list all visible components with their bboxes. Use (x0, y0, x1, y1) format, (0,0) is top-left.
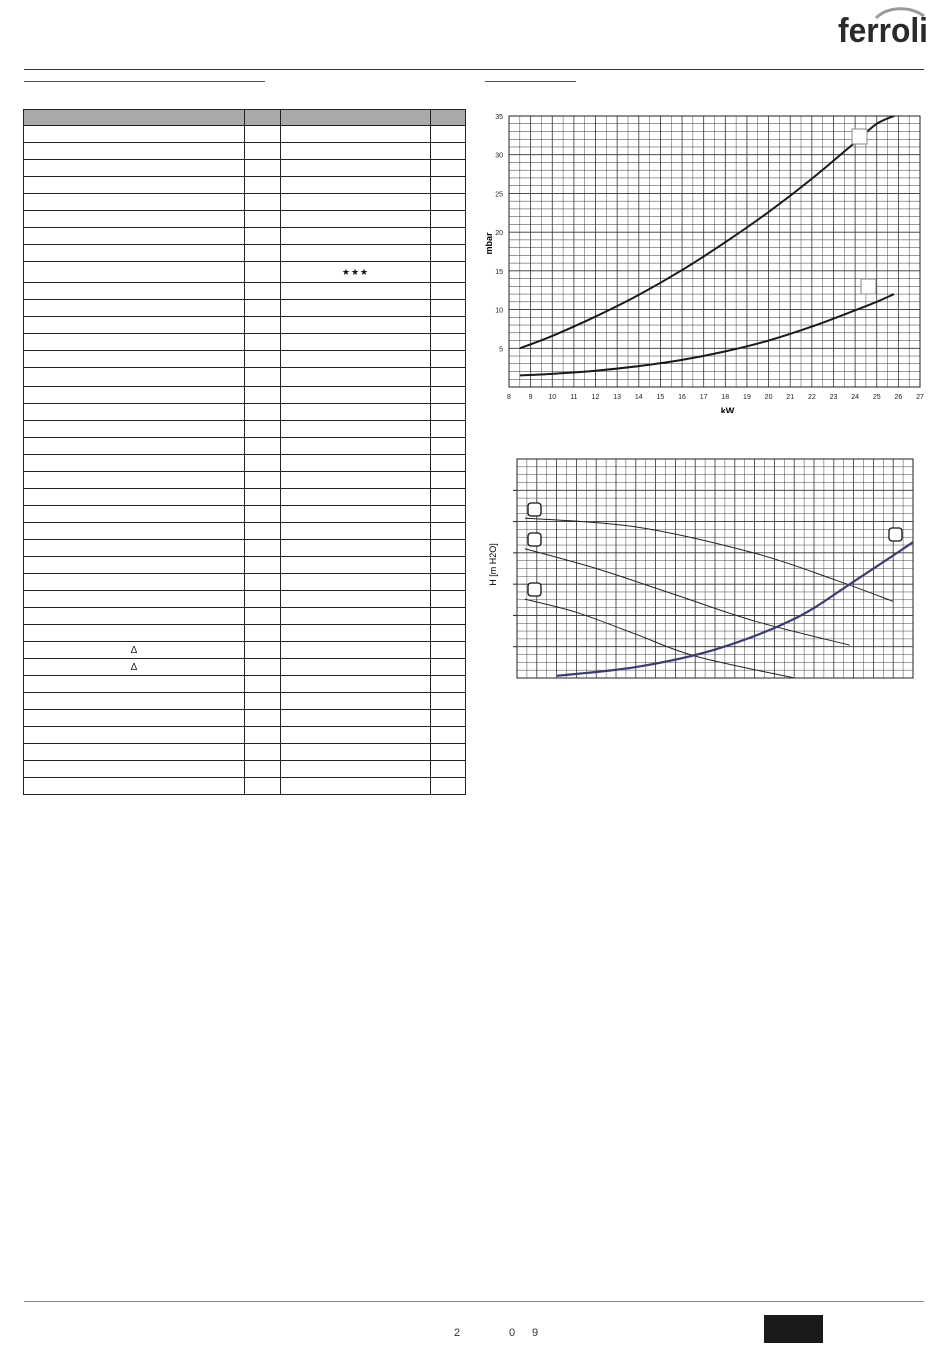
table-cell: ★★★ (281, 262, 431, 283)
table-cell (245, 608, 281, 625)
table-row (24, 540, 466, 557)
table-row (24, 659, 466, 676)
x-tick-label: 8 (507, 394, 511, 401)
table-row (24, 283, 466, 300)
table-cell (281, 591, 431, 608)
table-row (24, 194, 466, 211)
table-cell (431, 194, 466, 211)
x-tick-label: 25 (872, 394, 881, 401)
table-row (24, 351, 466, 368)
table-row (24, 438, 466, 455)
table-cell (245, 506, 281, 523)
table-row (24, 228, 466, 245)
table-cell (281, 744, 431, 761)
page-number-part: 2 (454, 1327, 461, 1339)
x-tick-label: 23 (829, 394, 838, 401)
table-cell (245, 455, 281, 472)
section-rule-right (485, 81, 576, 82)
table-cell (24, 300, 245, 317)
table-cell (431, 540, 466, 557)
x-tick-label: 18 (721, 394, 730, 401)
x-tick-label: 9 (528, 394, 533, 401)
table-cell (245, 625, 281, 642)
x-tick-label: 20 (764, 394, 773, 401)
table-row (24, 591, 466, 608)
x-tick-label: 21 (786, 394, 795, 401)
header-cell (24, 110, 245, 126)
y-tick-label: 25 (495, 191, 503, 199)
y-tick-label: 5 (499, 346, 503, 354)
table-cell (431, 744, 466, 761)
table-cell: Δ (24, 642, 245, 659)
table-cell (24, 727, 245, 744)
table-row (24, 625, 466, 642)
x-tick-label: 27 (916, 394, 924, 401)
table-cell (24, 194, 245, 211)
table-cell (24, 317, 245, 334)
table-cell (431, 387, 466, 404)
table-cell (245, 245, 281, 262)
x-tick-label: 16 (678, 394, 686, 401)
table-cell (24, 211, 245, 228)
table-cell (24, 245, 245, 262)
table-cell (431, 351, 466, 368)
table-cell (431, 455, 466, 472)
table-cell (24, 506, 245, 523)
table-cell (281, 693, 431, 710)
y-tick-label: 20 (495, 230, 503, 238)
table-cell (245, 421, 281, 438)
table-cell (431, 642, 466, 659)
table-row (24, 455, 466, 472)
table-cell (431, 693, 466, 710)
table-cell (24, 143, 245, 160)
table-cell (245, 472, 281, 489)
table-cell (24, 387, 245, 404)
table-cell (24, 693, 245, 710)
table-row (24, 262, 466, 283)
header-cell (245, 110, 281, 126)
table-cell (245, 387, 281, 404)
table-cell (24, 228, 245, 245)
table-cell (245, 177, 281, 194)
table-row (24, 177, 466, 194)
table-cell (281, 778, 431, 795)
table-cell (281, 557, 431, 574)
pump-head-chart (480, 452, 930, 687)
pressure-loss-chart (480, 108, 930, 413)
table-row (24, 727, 466, 744)
table-body (24, 126, 466, 795)
table-cell (245, 194, 281, 211)
table-cell (431, 245, 466, 262)
header-cell (431, 110, 466, 126)
table-cell (281, 211, 431, 228)
table-row (24, 160, 466, 177)
table-cell (431, 334, 466, 351)
table-cell (431, 761, 466, 778)
table-row (24, 245, 466, 262)
table-cell (245, 710, 281, 727)
table-cell (24, 177, 245, 194)
footer-rule (24, 1301, 924, 1302)
table-cell (281, 317, 431, 334)
x-tick-label: 15 (656, 394, 665, 401)
table-cell (281, 506, 431, 523)
table-cell (281, 368, 431, 387)
table-cell (245, 676, 281, 693)
table-cell (281, 300, 431, 317)
table-cell (245, 523, 281, 540)
table-cell (24, 761, 245, 778)
table-cell (245, 489, 281, 506)
table-cell (281, 710, 431, 727)
table-cell (24, 126, 245, 143)
table-row (24, 608, 466, 625)
table-cell (245, 540, 281, 557)
x-tick-label: 19 (743, 394, 751, 401)
table-row (24, 778, 466, 795)
table-row (24, 557, 466, 574)
table-cell: Δ (24, 659, 245, 676)
table-row (24, 642, 466, 659)
table-cell (281, 438, 431, 455)
curve-marker-box (889, 528, 902, 541)
table-row (24, 368, 466, 387)
table-cell (281, 727, 431, 744)
curve-marker-box (861, 279, 876, 294)
table-row (24, 300, 466, 317)
table-row (24, 404, 466, 421)
table-cell (24, 778, 245, 795)
table-cell (24, 262, 245, 283)
table-row (24, 211, 466, 228)
table-row (24, 506, 466, 523)
table-cell (431, 472, 466, 489)
table-cell (245, 143, 281, 160)
table-cell (431, 160, 466, 177)
table-cell (431, 262, 466, 283)
table-cell (281, 761, 431, 778)
table-cell (245, 744, 281, 761)
table-cell (431, 177, 466, 194)
x-tick-label: 22 (807, 394, 816, 401)
curve-marker-box (528, 583, 541, 596)
table-cell (24, 351, 245, 368)
table-cell (281, 177, 431, 194)
table-cell (245, 351, 281, 368)
table-cell (245, 727, 281, 744)
y-axis-label: H [m H2O] (488, 543, 498, 586)
table-cell (24, 710, 245, 727)
table-cell (431, 625, 466, 642)
table-cell (281, 574, 431, 591)
table-cell (281, 540, 431, 557)
table-cell (245, 557, 281, 574)
table-cell (431, 727, 466, 744)
y-tick-label: 10 (495, 307, 503, 315)
table-cell (281, 642, 431, 659)
table-cell (431, 421, 466, 438)
table-cell (431, 506, 466, 523)
table-cell (245, 160, 281, 177)
table-cell (281, 387, 431, 404)
table-row (24, 489, 466, 506)
table-cell (431, 523, 466, 540)
y-tick-label: 15 (495, 268, 503, 276)
table-cell (431, 143, 466, 160)
table-cell (245, 228, 281, 245)
table-cell (245, 300, 281, 317)
table-cell (24, 540, 245, 557)
table-cell (24, 421, 245, 438)
curve-marker-box (528, 503, 541, 516)
table-row (24, 421, 466, 438)
table-cell (24, 455, 245, 472)
table-cell (431, 283, 466, 300)
table-cell (431, 228, 466, 245)
table-cell (281, 523, 431, 540)
curve-marker-box (528, 533, 541, 546)
table-cell (431, 574, 466, 591)
x-tick-label: 14 (634, 394, 643, 401)
table-cell (24, 472, 245, 489)
table-cell (431, 368, 466, 387)
table-cell (245, 574, 281, 591)
table-cell (245, 438, 281, 455)
table-cell (24, 438, 245, 455)
table-cell (431, 591, 466, 608)
table-row (24, 143, 466, 160)
x-tick-label: 13 (613, 394, 622, 401)
table-row (24, 693, 466, 710)
table-cell (431, 608, 466, 625)
table-cell (431, 676, 466, 693)
table-row (24, 710, 466, 727)
table-cell (245, 317, 281, 334)
table-cell (281, 160, 431, 177)
x-axis-label: kW (720, 406, 735, 413)
curve-marker-box (852, 129, 867, 144)
table-row (24, 574, 466, 591)
header-rule (24, 69, 924, 70)
table-cell (431, 659, 466, 676)
table-cell (24, 591, 245, 608)
table-cell (431, 438, 466, 455)
table-row (24, 676, 466, 693)
table-cell (245, 591, 281, 608)
technical-data-table (23, 109, 466, 795)
brand-logo (838, 4, 930, 52)
table-row (24, 387, 466, 404)
table-cell (431, 710, 466, 727)
section-rule-left (24, 81, 265, 82)
table-cell (24, 676, 245, 693)
x-tick-label: 10 (548, 394, 557, 401)
table-cell (281, 625, 431, 642)
table-cell (24, 368, 245, 387)
y-axis-label: mbar (484, 232, 494, 255)
header-cell (281, 110, 431, 126)
table-cell (24, 334, 245, 351)
table-row (24, 523, 466, 540)
x-tick-label: 24 (851, 394, 860, 401)
table-cell (24, 489, 245, 506)
table-cell (245, 334, 281, 351)
table-cell (431, 489, 466, 506)
table-cell (245, 404, 281, 421)
page-number-part: 9 (532, 1327, 539, 1339)
table-cell (431, 211, 466, 228)
table-cell (431, 557, 466, 574)
table-cell (245, 262, 281, 283)
table-row (24, 126, 466, 143)
table-cell (24, 404, 245, 421)
table-cell (281, 126, 431, 143)
table-cell (281, 489, 431, 506)
x-tick-label: 12 (591, 394, 600, 401)
table-cell (245, 693, 281, 710)
table-row (24, 472, 466, 489)
table-cell (281, 404, 431, 421)
table-cell (24, 608, 245, 625)
table-cell (245, 283, 281, 300)
table-cell (24, 625, 245, 642)
logo-text: ferroli (838, 12, 928, 50)
table-cell (281, 194, 431, 211)
table-cell (24, 160, 245, 177)
table-row (24, 317, 466, 334)
y-tick-label: 35 (495, 114, 503, 121)
language-tab (764, 1315, 823, 1343)
table-cell (431, 300, 466, 317)
table-cell (281, 334, 431, 351)
table-cell (245, 368, 281, 387)
table-cell (281, 143, 431, 160)
table-cell (281, 472, 431, 489)
table-cell (281, 283, 431, 300)
x-tick-label: 26 (894, 394, 903, 401)
table-cell (24, 744, 245, 761)
table-cell (281, 228, 431, 245)
table-cell (24, 574, 245, 591)
table-cell (431, 404, 466, 421)
x-tick-label: 11 (570, 394, 578, 401)
table-cell (431, 317, 466, 334)
table-cell (245, 642, 281, 659)
table-cell (245, 211, 281, 228)
table-cell (245, 778, 281, 795)
table-cell (24, 523, 245, 540)
table-cell (281, 455, 431, 472)
table-cell (431, 126, 466, 143)
table-row (24, 334, 466, 351)
table-cell (281, 608, 431, 625)
table-cell (431, 778, 466, 795)
table-header-row (24, 110, 466, 126)
table-cell (245, 659, 281, 676)
table-cell (24, 557, 245, 574)
table-cell (24, 283, 245, 300)
table-cell (281, 676, 431, 693)
table-cell (281, 659, 431, 676)
table-cell (281, 421, 431, 438)
y-tick-label: 30 (495, 152, 503, 160)
x-tick-label: 17 (699, 394, 708, 401)
table-cell (281, 351, 431, 368)
table-row (24, 744, 466, 761)
table-cell (281, 245, 431, 262)
table-cell (245, 761, 281, 778)
page-number-part: 0 (509, 1327, 516, 1339)
table-row (24, 761, 466, 778)
table-cell (245, 126, 281, 143)
